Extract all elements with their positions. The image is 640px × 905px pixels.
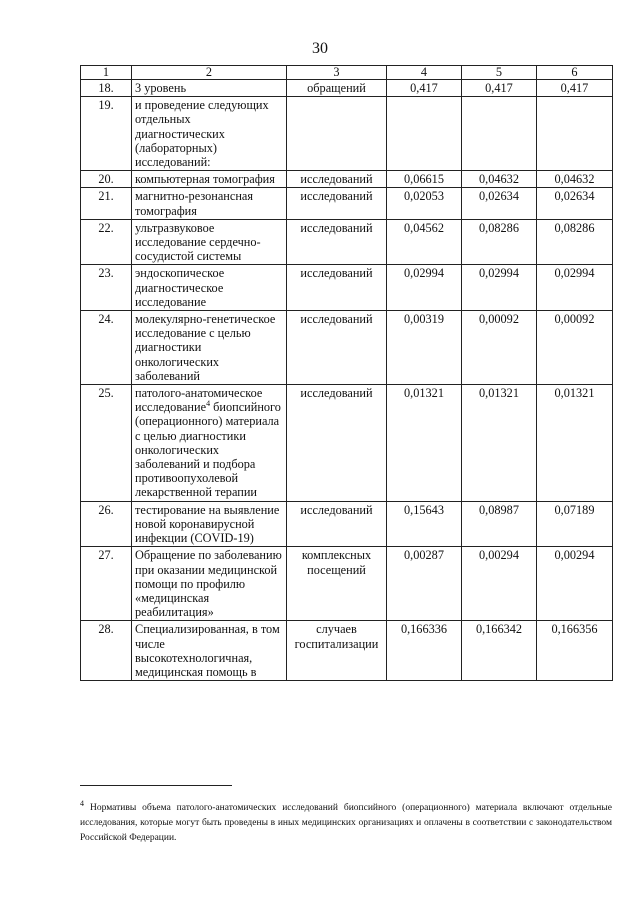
row-name: магнитно-резонансная томография <box>132 188 287 219</box>
row-value-4: 0,15643 <box>387 501 462 547</box>
row-value-6: 0,00294 <box>537 547 613 621</box>
row-value-6 <box>537 97 613 171</box>
row-value-4: 0,06615 <box>387 171 462 188</box>
row-unit: исследований <box>287 265 387 311</box>
row-value-4: 0,00287 <box>387 547 462 621</box>
row-value-6: 0,02634 <box>537 188 613 219</box>
row-unit: обращений <box>287 80 387 97</box>
row-name-part: биопсийного (операционного) материала с целью диагностики онкологических заболеваний и подбора противоопухолевой лекарственной терапии <box>135 400 281 500</box>
row-number: 20. <box>81 171 132 188</box>
row-unit: исследований <box>287 219 387 265</box>
row-number: 27. <box>81 547 132 621</box>
header-cell: 3 <box>287 66 387 80</box>
row-value-4: 0,02053 <box>387 188 462 219</box>
row-number: 23. <box>81 265 132 311</box>
row-value-5: 0,02994 <box>462 265 537 311</box>
footnote-text: Нормативы объема патолого-анатомических исследований биопсийного (операционного) материала включают отдельные исследования, которые могут быть проведены в иных медицинских организациях и оплачены в соответствии с законодательством Российской Федерации. <box>80 803 612 843</box>
row-number: 21. <box>81 188 132 219</box>
table-row <box>81 80 613 97</box>
row-unit <box>287 97 387 171</box>
row-unit: исследований <box>287 501 387 547</box>
row-value-6: 0,01321 <box>537 385 613 502</box>
row-value-4: 0,04562 <box>387 219 462 265</box>
row-unit: исследований <box>287 311 387 385</box>
row-number: 25. <box>81 385 132 502</box>
table-row <box>81 621 613 681</box>
row-name: Специализированная, в том числе высокотехнологичная, медицинская помощь в <box>132 621 287 681</box>
table-row <box>81 547 613 621</box>
row-name: и проведение следующих отдельных диагностических (лабораторных) исследований: <box>132 97 287 171</box>
header-cell: 6 <box>537 66 613 80</box>
row-number: 26. <box>81 501 132 547</box>
table-row <box>81 311 613 385</box>
row-name: компьютерная томография <box>132 171 287 188</box>
norms-table <box>80 65 613 681</box>
page-number: 30 <box>312 40 328 57</box>
row-value-6: 0,166356 <box>537 621 613 681</box>
footnote <box>80 796 612 846</box>
table-row <box>81 97 613 171</box>
row-name <box>132 385 287 502</box>
row-value-4: 0,166336 <box>387 621 462 681</box>
row-unit: комплексных посещений <box>287 547 387 621</box>
row-value-6: 0,02994 <box>537 265 613 311</box>
row-name: молекулярно-генетическое исследование с целью диагностики онкологических заболеваний <box>132 311 287 385</box>
row-value-5: 0,00092 <box>462 311 537 385</box>
row-value-5: 0,166342 <box>462 621 537 681</box>
row-number: 18. <box>81 80 132 97</box>
row-number: 24. <box>81 311 132 385</box>
row-name-part: патолого-анатомическое исследование <box>135 386 263 415</box>
row-value-4 <box>387 97 462 171</box>
row-value-5: 0,00294 <box>462 547 537 621</box>
row-value-4: 0,01321 <box>387 385 462 502</box>
table-row <box>81 385 613 502</box>
header-cell: 5 <box>462 66 537 80</box>
row-name: эндоскопическое диагностическое исследование <box>132 265 287 311</box>
table-header-row <box>81 66 613 80</box>
row-value-5: 0,08286 <box>462 219 537 265</box>
row-value-6: 0,04632 <box>537 171 613 188</box>
row-value-6: 0,08286 <box>537 219 613 265</box>
row-value-6: 0,07189 <box>537 501 613 547</box>
table-row <box>81 188 613 219</box>
row-value-6: 0,00092 <box>537 311 613 385</box>
row-value-6: 0,417 <box>537 80 613 97</box>
row-value-5 <box>462 97 537 171</box>
row-value-5: 0,04632 <box>462 171 537 188</box>
row-number: 22. <box>81 219 132 265</box>
table-row <box>81 171 613 188</box>
footnote-divider <box>80 785 232 786</box>
header-cell: 1 <box>81 66 132 80</box>
row-name: тестирование на выявление новой коронавирусной инфекции (COVID-19) <box>132 501 287 547</box>
row-value-4: 0,417 <box>387 80 462 97</box>
row-number: 28. <box>81 621 132 681</box>
row-unit: исследований <box>287 188 387 219</box>
row-name: ультразвуковое исследование сердечно-сосудистой системы <box>132 219 287 265</box>
footnote-reference: 4 <box>206 399 211 409</box>
header-cell: 4 <box>387 66 462 80</box>
row-value-5: 0,417 <box>462 80 537 97</box>
row-value-4: 0,02994 <box>387 265 462 311</box>
table-row <box>81 501 613 547</box>
row-value-5: 0,08987 <box>462 501 537 547</box>
row-name: Обращение по заболеванию при оказании медицинской помощи по профилю «медицинская реабилитация» <box>132 547 287 621</box>
row-unit: исследований <box>287 385 387 502</box>
table-row <box>81 265 613 311</box>
row-value-4: 0,00319 <box>387 311 462 385</box>
row-name: 3 уровень <box>132 80 287 97</box>
table-row <box>81 219 613 265</box>
header-cell: 2 <box>132 66 287 80</box>
row-number: 19. <box>81 97 132 171</box>
footnote-mark: 4 <box>80 799 84 808</box>
row-value-5: 0,01321 <box>462 385 537 502</box>
row-value-5: 0,02634 <box>462 188 537 219</box>
row-unit: случаев госпитализации <box>287 621 387 681</box>
row-unit: исследований <box>287 171 387 188</box>
